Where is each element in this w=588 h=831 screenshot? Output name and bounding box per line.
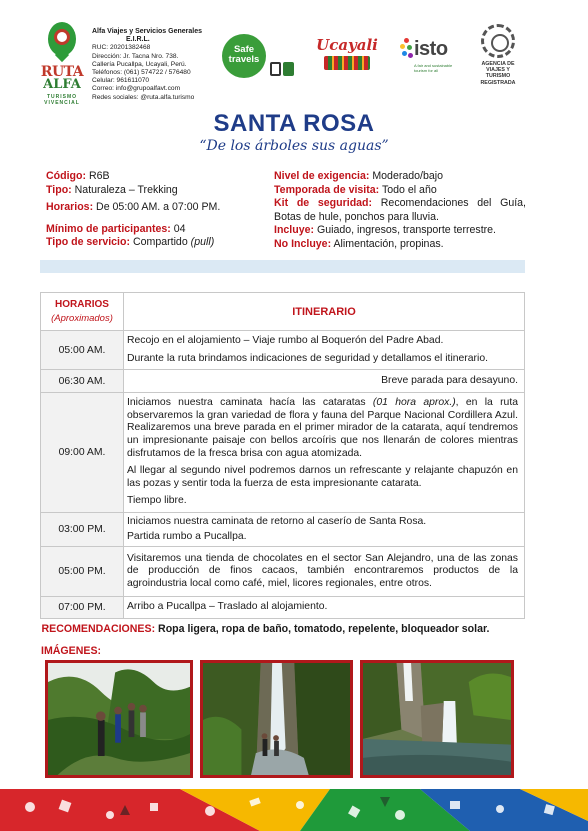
divider-band xyxy=(40,260,525,273)
company-email[interactable]: Correo: info@grupoalfavt.com xyxy=(92,85,181,93)
table-row xyxy=(41,547,525,597)
table-row xyxy=(41,331,525,370)
company-address-2: Callería Pucallpa, Ucayali, Perú. xyxy=(92,60,187,68)
info-season: Temporada de visita: Todo el año xyxy=(274,183,437,196)
decorative-footer xyxy=(0,785,588,831)
photo-waterfall-visitors-image xyxy=(203,663,350,775)
isto-logo-text: isto xyxy=(414,38,448,60)
tour-info-right xyxy=(274,170,526,251)
company-mobile: Celular: 961611070 xyxy=(92,77,150,85)
registered-agency-logo xyxy=(474,24,522,100)
itinerary-desc: Visitaremos una tienda de chocolates en el sector San Alejandro, una de las zonas de producción de finos cacaos, también encontraremos productos de la agroindustria local como café, miel, licores regionales, entre otros. xyxy=(124,547,525,597)
company-social[interactable]: Redes sociales: @ruta.alfa.turismo xyxy=(92,93,195,101)
itinerary-header-time: HORARIOS (Aproximados) xyxy=(41,293,124,331)
ruta-alfa-logo xyxy=(40,22,84,104)
recommendations-label: RECOMENDACIONES: xyxy=(41,623,156,636)
company-info xyxy=(92,28,232,102)
isto-logo-subtext: A fair and sustainable tourism for all xyxy=(414,63,453,73)
logo-ruta-text: RUTA xyxy=(40,64,84,80)
photo-trekking-group[interactable] xyxy=(45,660,193,778)
itinerary-time: 06:30 AM. xyxy=(41,370,124,393)
logo-alfa-text: ALFA xyxy=(43,77,81,92)
ucayali-pattern-icon xyxy=(324,56,370,70)
ucayali-logo-text: Ucayali xyxy=(316,36,378,54)
photo-waterfall-pool-image xyxy=(363,663,511,775)
isto-dots-icon xyxy=(400,38,414,60)
info-service-type: Tipo de servicio: Compartido (pull) xyxy=(46,236,215,248)
info-includes: Incluye: Guiado, ingresos, transporte terrestre. xyxy=(274,224,497,236)
info-difficulty: Nivel de exigencia: Moderado/bajo xyxy=(274,170,444,182)
colorful-pattern-icon xyxy=(0,785,588,831)
itinerary-desc: Iniciamos nuestra caminata hacía las cataratas (01 hora aprox.), en la ruta observaremos la gran variedad de flora y fauna del Parque Nacional Cordillera Azul. Realizaremos una breve parada en el primer mirador de la catarata, aquí tendremos un impresionante paisaje con bellos arcoíris que nos llenarán de colores mientras disfrutamos de la fresca brisa con agua atomizada. Al llegar al segundo nivel podremos darnos un refrescante y relajante chapuzón en las pozas y sentir toda la fuerza de esta impresionante catarata. Tiempo libre. xyxy=(124,393,525,513)
itinerary-time: 05:00 PM. xyxy=(41,547,124,597)
info-not-includes: No Incluye: Alimentación, propinas. xyxy=(274,237,444,250)
logo-turismo-text: TURISMO VIVENCIAL xyxy=(44,94,80,106)
recommendations-value: Ropa ligera, ropa de baño, tomatodo, repelente, bloqueador solar. xyxy=(158,623,490,636)
table-row xyxy=(41,370,525,393)
ucayali-logo xyxy=(312,34,382,78)
itinerary-header-row xyxy=(41,293,525,331)
company-name: Alfa Viajes y Servicios Generales xyxy=(92,28,202,35)
tour-info-left xyxy=(46,170,266,250)
itinerary-desc: Recojo en el alojamiento – Viaje rumbo al Boquerón del Padre Abad. Durante la ruta brindamos indicaciones de seguridad y detallamos el itinerario. xyxy=(124,331,525,370)
page-title: SANTA ROSA xyxy=(213,110,375,137)
info-schedule: Horarios: De 05:00 AM. a 07:00 PM. xyxy=(46,201,221,213)
safe-travels-stamp-icon xyxy=(270,62,294,80)
photo-waterfall-pool[interactable] xyxy=(360,660,514,778)
agency-logo-text: AGENCIA DE VIAJES Y TURISMO REGISTRADA xyxy=(480,61,516,86)
itinerary-desc: Arribo a Pucallpa – Traslado al alojamiento. xyxy=(124,597,525,619)
itinerary-time: 09:00 AM. xyxy=(41,393,124,513)
photo-trekking-group-image xyxy=(48,663,190,775)
itinerary-desc: Breve parada para desayuno. xyxy=(124,370,525,393)
company-type: E.I.R.L. xyxy=(126,36,150,44)
info-min-participants: Mínimo de participantes: 04 xyxy=(46,222,186,235)
table-row xyxy=(41,597,525,619)
recommendations-row xyxy=(41,619,525,636)
company-phones: Teléfonos: (061) 574722 / 576480 xyxy=(92,69,191,77)
itinerary-time: 07:00 PM. xyxy=(41,597,124,619)
info-safety-kit: Kit de seguridad: Recomendaciones del Guía, Botas de hule, ponchos para lluvia. xyxy=(274,197,526,223)
itinerary-desc: Iniciamos nuestra caminata de retorno al caserío de Santa Rosa. Partida rumbo a Pucallpa. xyxy=(124,513,525,547)
company-ruc: RUC: 20201382468 xyxy=(92,44,151,52)
page-subtitle: “De los árboles sus aguas” xyxy=(199,138,389,154)
photo-waterfall-visitors[interactable] xyxy=(200,660,353,778)
itinerary-time: 03:00 PM. xyxy=(41,513,124,547)
company-address-1: Dirección: Jr. Tacna Nro. 738. xyxy=(92,52,179,60)
safe-travels-logo: Safe travels xyxy=(222,34,266,78)
info-code: Código: R6B xyxy=(46,170,110,182)
table-row xyxy=(41,393,525,513)
info-type: Tipo: Naturaleza – Trekking xyxy=(46,183,178,196)
header xyxy=(0,0,588,110)
itinerary-table xyxy=(40,292,525,635)
table-row xyxy=(41,513,525,547)
images-label: IMÁGENES: xyxy=(41,645,102,657)
itinerary-header-desc: ITINERARIO xyxy=(124,293,525,331)
agency-seal-icon xyxy=(481,24,515,58)
isto-logo xyxy=(400,36,462,80)
itinerary-time: 05:00 AM. xyxy=(41,331,124,370)
